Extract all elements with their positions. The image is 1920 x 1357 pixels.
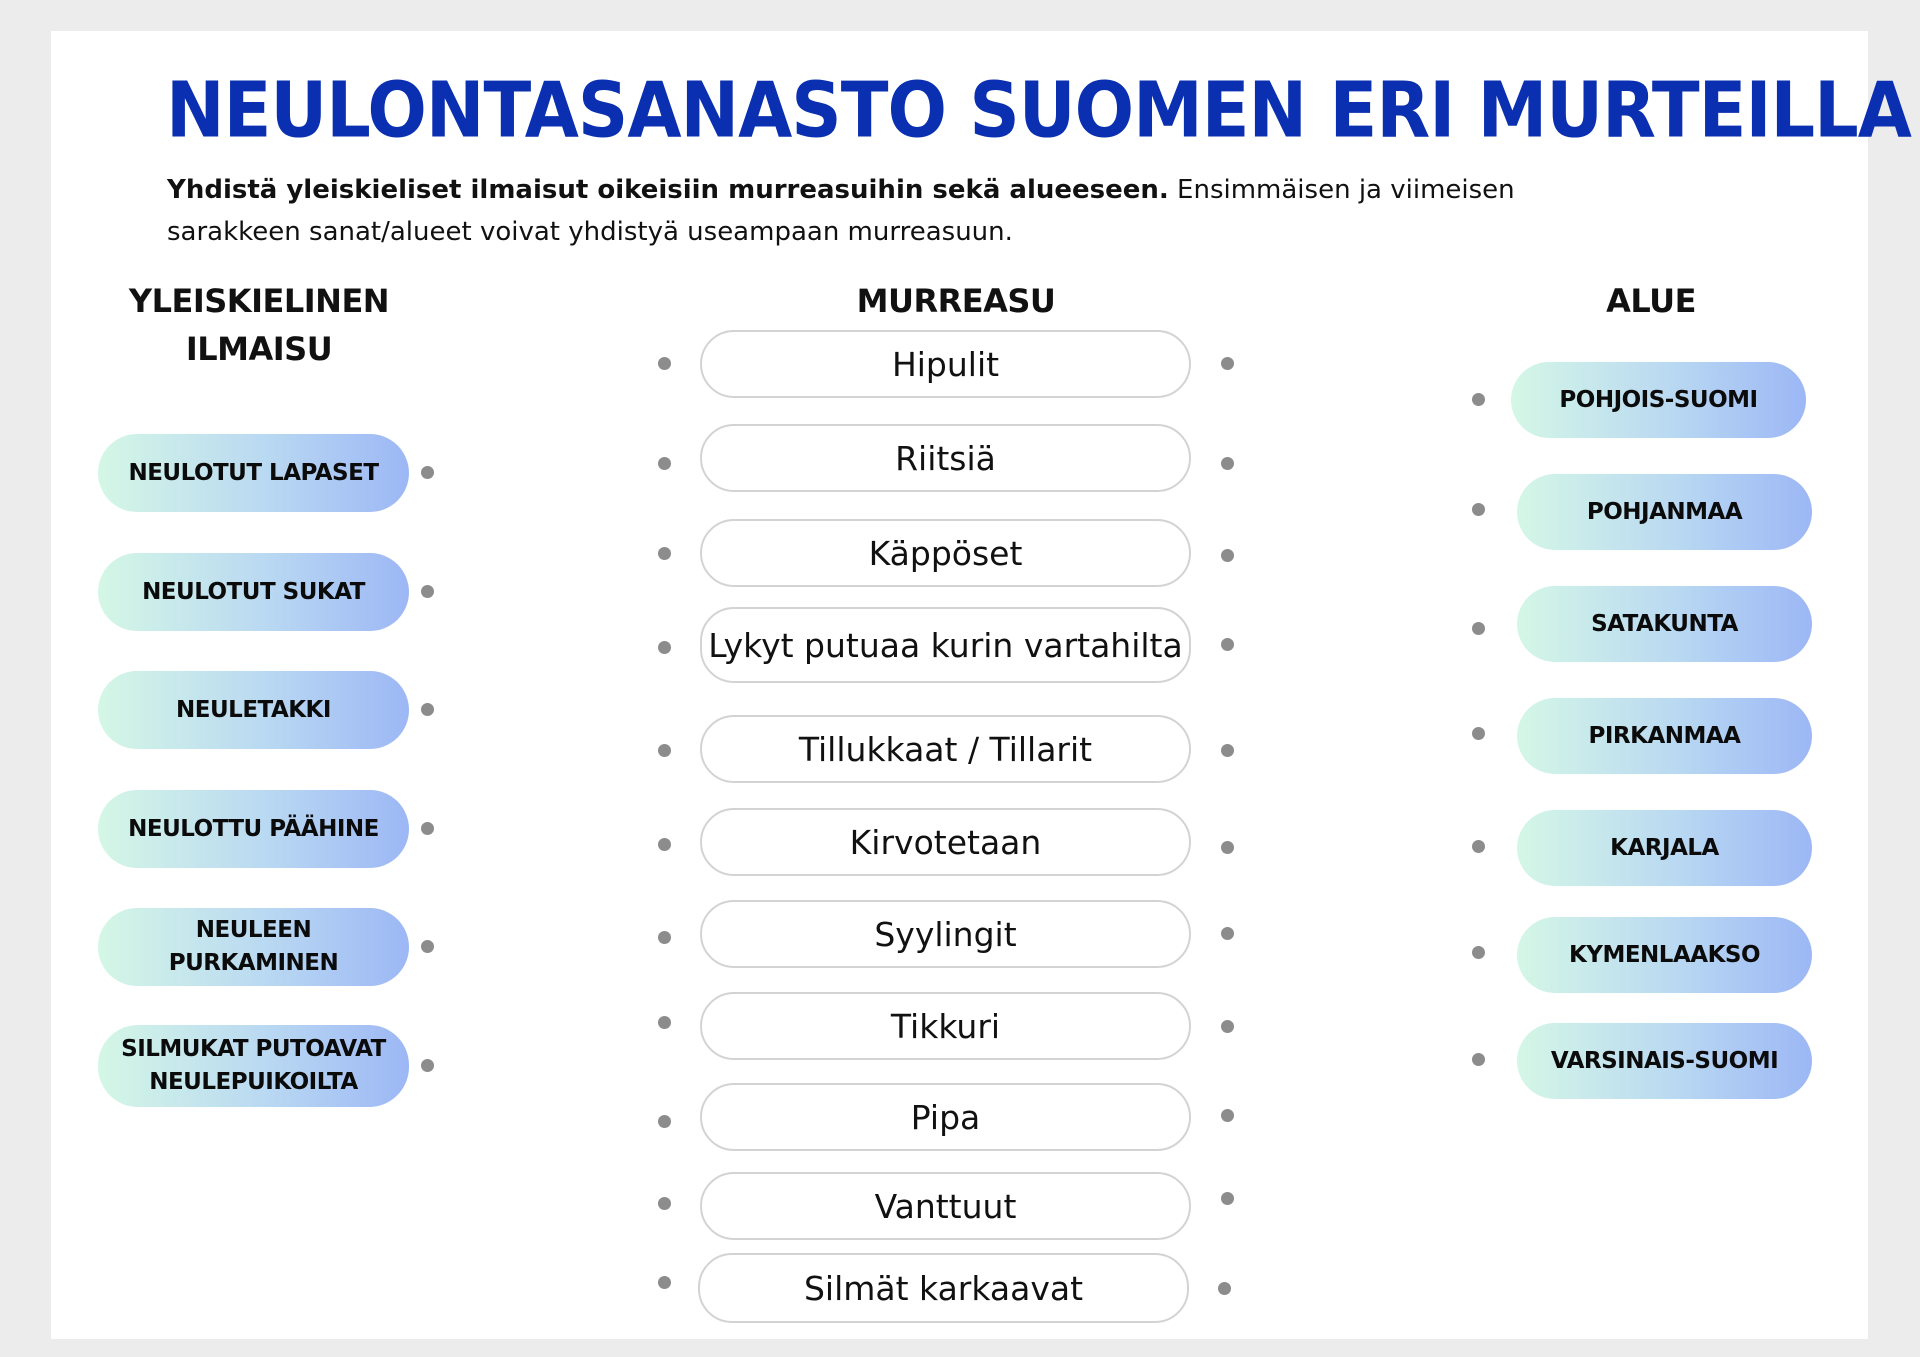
region-item[interactable]: POHJOIS-SUOMI — [1511, 362, 1806, 438]
region-item[interactable]: POHJANMAA — [1517, 474, 1812, 550]
dialect-dot-left[interactable] — [658, 357, 671, 370]
standard-term-item[interactable]: NEULETAKKI — [98, 671, 409, 749]
left-column-header-line1: YLEISKIELINEN — [128, 282, 390, 320]
dialect-dot-right[interactable] — [1221, 927, 1234, 940]
standard-term-dot[interactable] — [421, 585, 434, 598]
region-item[interactable]: SATAKUNTA — [1517, 586, 1812, 662]
dialect-dot-right[interactable] — [1218, 1282, 1231, 1295]
dialect-form-item[interactable]: Tikkuri — [700, 992, 1191, 1060]
dialect-dot-left[interactable] — [658, 838, 671, 851]
region-dot[interactable] — [1472, 946, 1485, 959]
right-column-header: ALUE — [1606, 282, 1696, 320]
standard-term-item[interactable]: NEULOTUT LAPASET — [98, 434, 409, 512]
dialect-dot-left[interactable] — [658, 1276, 671, 1289]
standard-term-dot[interactable] — [421, 703, 434, 716]
standard-term-item[interactable]: SILMUKAT PUTOAVAT NEULEPUIKOILTA — [98, 1025, 409, 1107]
dialect-dot-right[interactable] — [1221, 638, 1234, 651]
middle-column-header: MURREASU — [856, 282, 1056, 320]
region-dot[interactable] — [1472, 727, 1485, 740]
dialect-dot-right[interactable] — [1221, 1020, 1234, 1033]
region-dot[interactable] — [1472, 622, 1485, 635]
dialect-dot-right[interactable] — [1221, 357, 1234, 370]
region-dot[interactable] — [1472, 1053, 1485, 1066]
standard-term-dot[interactable] — [421, 940, 434, 953]
dialect-form-item[interactable]: Syylingit — [700, 900, 1191, 968]
region-item[interactable]: VARSINAIS-SUOMI — [1517, 1023, 1812, 1099]
dialect-form-item[interactable]: Riitsiä — [700, 424, 1191, 492]
region-item[interactable]: KARJALA — [1517, 810, 1812, 886]
standard-term-item[interactable]: NEULOTTU PÄÄHINE — [98, 790, 409, 868]
region-dot[interactable] — [1472, 503, 1485, 516]
dialect-form-item[interactable]: Pipa — [700, 1083, 1191, 1151]
dialect-dot-right[interactable] — [1221, 549, 1234, 562]
left-column-header-line2: ILMAISU — [185, 330, 333, 368]
instructions-regular: Ensimmäisen ja viimeisen sarakkeen sanat/alueet voivat yhdistyä useampaan murreasuun. — [167, 175, 1515, 247]
instructions-bold: Yhdistä yleiskieliset ilmaisut oikeisiin murreasuihin sekä alueeseen. — [167, 175, 1169, 205]
dialect-dot-left[interactable] — [658, 1197, 671, 1210]
region-dot[interactable] — [1472, 393, 1485, 406]
region-dot[interactable] — [1472, 840, 1485, 853]
dialect-form-item[interactable]: Vanttuut — [700, 1172, 1191, 1240]
standard-term-item[interactable]: NEULOTUT SUKAT — [98, 553, 409, 631]
dialect-dot-left[interactable] — [658, 1115, 671, 1128]
worksheet — [51, 31, 1911, 1339]
dialect-dot-left[interactable] — [658, 1016, 671, 1029]
dialect-dot-left[interactable] — [658, 457, 671, 470]
standard-term-dot[interactable] — [421, 822, 434, 835]
dialect-form-item[interactable]: Lykyt putuaa kurin vartahilta — [700, 607, 1191, 683]
dialect-form-item[interactable]: Käppöset — [700, 519, 1191, 587]
dialect-form-item[interactable]: Kirvotetaan — [700, 808, 1191, 876]
standard-term-item[interactable]: NEULEEN PURKAMINEN — [98, 908, 409, 986]
dialect-dot-right[interactable] — [1221, 841, 1234, 854]
standard-term-dot[interactable] — [421, 1059, 434, 1072]
dialect-dot-right[interactable] — [1221, 457, 1234, 470]
standard-term-dot[interactable] — [421, 466, 434, 479]
dialect-dot-left[interactable] — [658, 641, 671, 654]
instructions — [167, 169, 1587, 253]
left-column-header — [109, 277, 409, 373]
dialect-dot-left[interactable] — [658, 744, 671, 757]
dialect-form-item[interactable]: Hipulit — [700, 330, 1191, 398]
dialect-dot-right[interactable] — [1221, 744, 1234, 757]
dialect-dot-right[interactable] — [1221, 1109, 1234, 1122]
dialect-dot-left[interactable] — [658, 931, 671, 944]
page-title: NEULONTASANASTO SUOMEN ERI MURTEILLA — [166, 65, 1911, 156]
dialect-form-item[interactable]: Tillukkaat / Tillarit — [700, 715, 1191, 783]
dialect-dot-left[interactable] — [658, 547, 671, 560]
dialect-form-item[interactable]: Silmät karkaavat — [698, 1253, 1189, 1323]
dialect-dot-right[interactable] — [1221, 1192, 1234, 1205]
region-item[interactable]: PIRKANMAA — [1517, 698, 1812, 774]
region-item[interactable]: KYMENLAAKSO — [1517, 917, 1812, 993]
